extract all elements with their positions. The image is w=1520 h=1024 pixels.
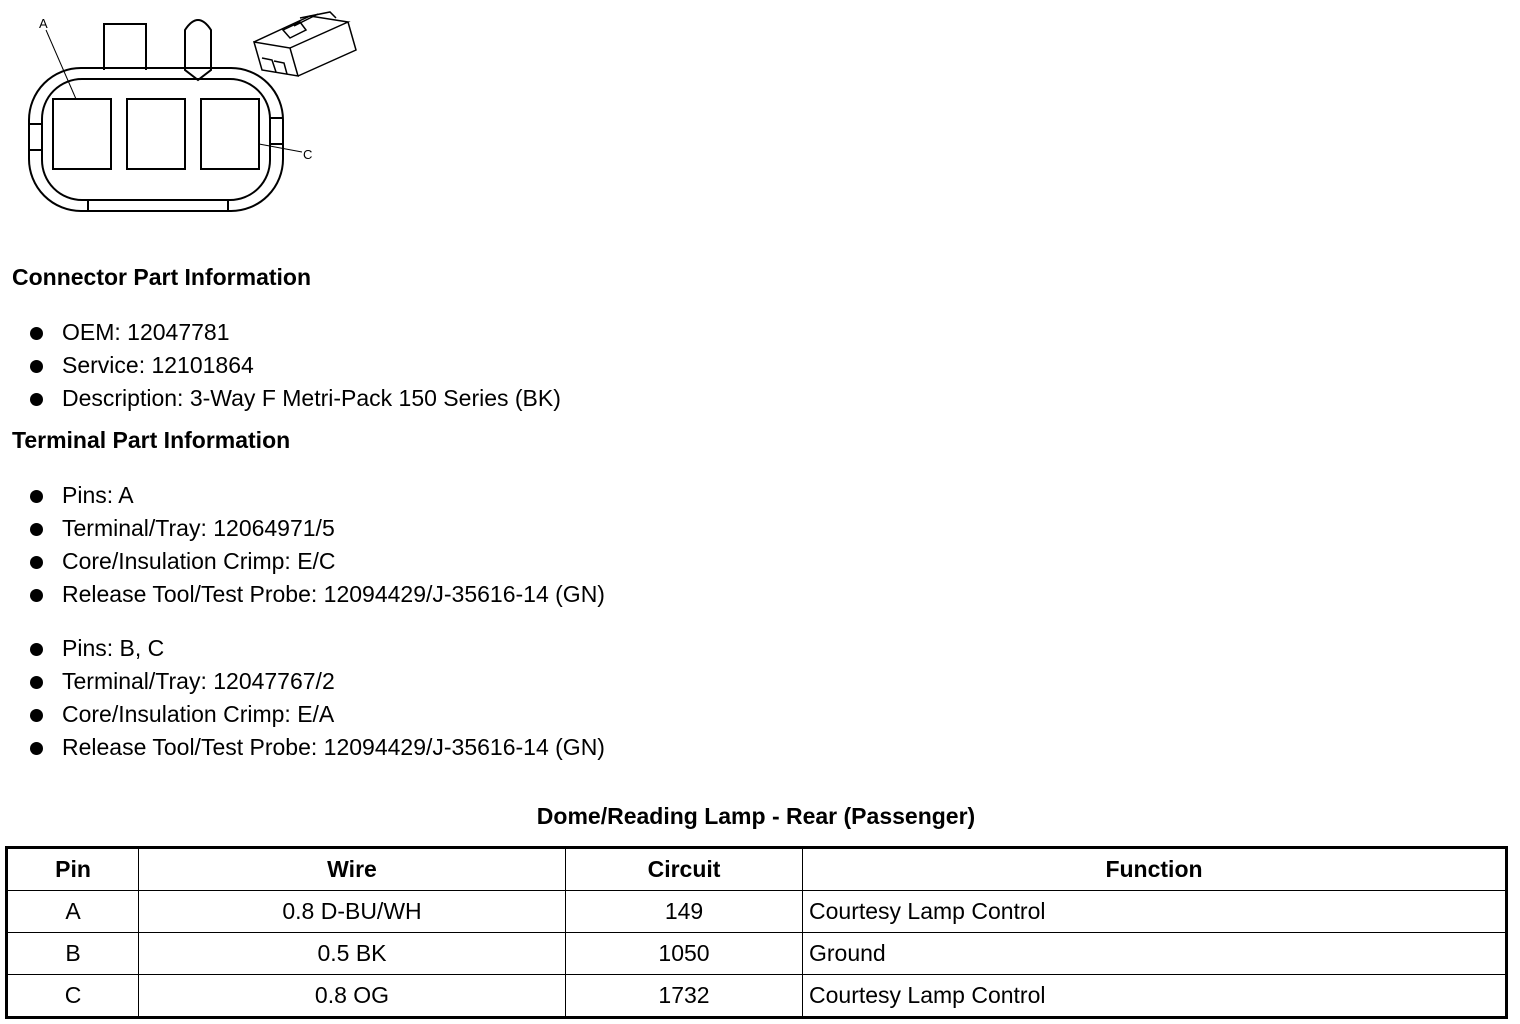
header-function: Function [803,848,1507,891]
polarization-post [185,20,211,80]
cell-wire: 0.8 OG [139,975,566,1018]
header-circuit: Circuit [566,848,803,891]
list-item: Release Tool/Test Probe: 12094429/J-35616-14 (GN) [28,578,605,611]
cavity-c [201,99,259,169]
pin-label-c: C [303,147,313,162]
cell-function: Courtesy Lamp Control [803,975,1507,1018]
pin-label-a: A [39,16,48,31]
cell-wire: 0.8 D-BU/WH [139,891,566,933]
connector-housing-inner [42,79,270,200]
connector-info-list [28,316,561,415]
list-item: Release Tool/Test Probe: 12094429/J-35616-14 (GN) [28,731,605,764]
cavity-b [127,99,185,169]
terminal-info-list-pin-a [28,479,605,611]
header-pin: Pin [7,848,139,891]
cell-circuit: 149 [566,891,803,933]
list-item: Core/Insulation Crimp: E/C [28,545,605,578]
cell-function: Ground [803,933,1507,975]
list-item: Pins: A [28,479,605,512]
cell-circuit: 1732 [566,975,803,1018]
table-title: Dome/Reading Lamp - Rear (Passenger) [536,803,976,829]
connector-thumbnail [254,12,356,76]
cavity-a [53,99,111,169]
cell-function: Courtesy Lamp Control [803,891,1507,933]
cell-circuit: 1050 [566,933,803,975]
list-item: Description: 3-Way F Metri-Pack 150 Series (BK) [28,382,561,415]
pinout-table [5,846,1508,1019]
list-item: Pins: B, C [28,632,605,665]
cell-pin: A [7,891,139,933]
list-item: OEM: 12047781 [28,316,561,349]
leader-line-a [46,30,76,99]
cell-pin: C [7,975,139,1018]
connector-housing-outer [29,68,283,211]
connector-diagram [0,0,380,230]
list-item: Terminal/Tray: 12064971/5 [28,512,605,545]
connector-info-heading: Connector Part Information [12,264,312,290]
list-item: Service: 12101864 [28,349,561,382]
leader-line-c [259,144,302,152]
terminal-info-heading: Terminal Part Information [12,427,291,453]
table-row [7,975,1507,1018]
cell-pin: B [7,933,139,975]
header-wire: Wire [139,848,566,891]
cell-wire: 0.5 BK [139,933,566,975]
terminal-info-list-pins-b-c [28,632,605,764]
table-row [7,933,1507,975]
table-header-row [7,848,1507,891]
latch-tab [104,24,146,70]
table-row [7,891,1507,933]
list-item: Terminal/Tray: 12047767/2 [28,665,605,698]
list-item: Core/Insulation Crimp: E/A [28,698,605,731]
